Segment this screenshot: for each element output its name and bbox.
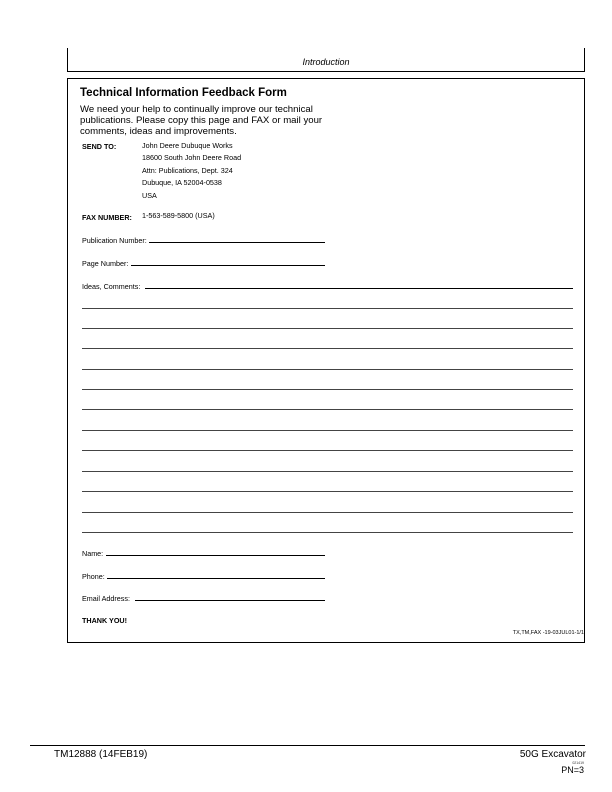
page-number-label: Page Number: (82, 259, 129, 268)
name-field[interactable] (106, 555, 325, 556)
publication-number-label: Publication Number: (82, 236, 147, 245)
comment-line[interactable] (145, 288, 573, 289)
document-id: TM12888 (14FEB19) (54, 749, 148, 760)
form-intro: We need your help to continually improve our technical publications. Please copy this page and FAX or mail your comments, ideas and improvements. (80, 104, 323, 137)
date-code: 021419 (572, 761, 584, 765)
model-name: 50G Excavator (519, 749, 586, 760)
name-label: Name: (82, 549, 104, 558)
comment-line[interactable] (82, 389, 573, 390)
address-line: 18600 South John Deere Road (142, 153, 242, 163)
address-line: John Deere Dubuque Works (142, 141, 233, 150)
comment-line[interactable] (82, 348, 573, 349)
footer-rule (30, 745, 585, 746)
email-label: Email Address: (82, 594, 130, 603)
phone-field[interactable] (107, 578, 325, 579)
fax-number: 1-563-589-5800 (USA) (142, 211, 215, 220)
address-line: Attn: Publications, Dept. 324 (142, 165, 233, 175)
form-reference-code: TX,TM,FAX -19-03JUL01-1/1 (512, 630, 584, 636)
ideas-comments-label: Ideas, Comments: (82, 282, 141, 291)
send-to-label: SEND TO: (82, 142, 117, 151)
comment-line[interactable] (82, 532, 573, 533)
comment-line[interactable] (82, 430, 573, 431)
comment-line[interactable] (82, 409, 573, 410)
email-field[interactable] (135, 600, 325, 601)
comment-line[interactable] (82, 491, 573, 492)
comment-line[interactable] (82, 308, 573, 309)
section-title: Introduction (302, 57, 350, 67)
phone-label: Phone: (82, 572, 105, 581)
comment-line[interactable] (82, 512, 573, 513)
address-line: USA (142, 190, 157, 200)
comment-line[interactable] (82, 369, 573, 370)
address-block (142, 140, 241, 202)
thank-you-text: THANK YOU! (82, 616, 127, 625)
comment-line[interactable] (82, 471, 573, 472)
page-number-field[interactable] (131, 265, 325, 266)
comment-line[interactable] (82, 450, 573, 451)
fax-label: FAX NUMBER: (82, 213, 132, 222)
comment-line[interactable] (82, 328, 573, 329)
form-title: Technical Information Feedback Form (80, 87, 287, 99)
page-number: PN=3 (561, 765, 584, 775)
publication-number-field[interactable] (149, 242, 325, 243)
address-line: Dubuque, IA 52004-0538 (142, 178, 222, 188)
